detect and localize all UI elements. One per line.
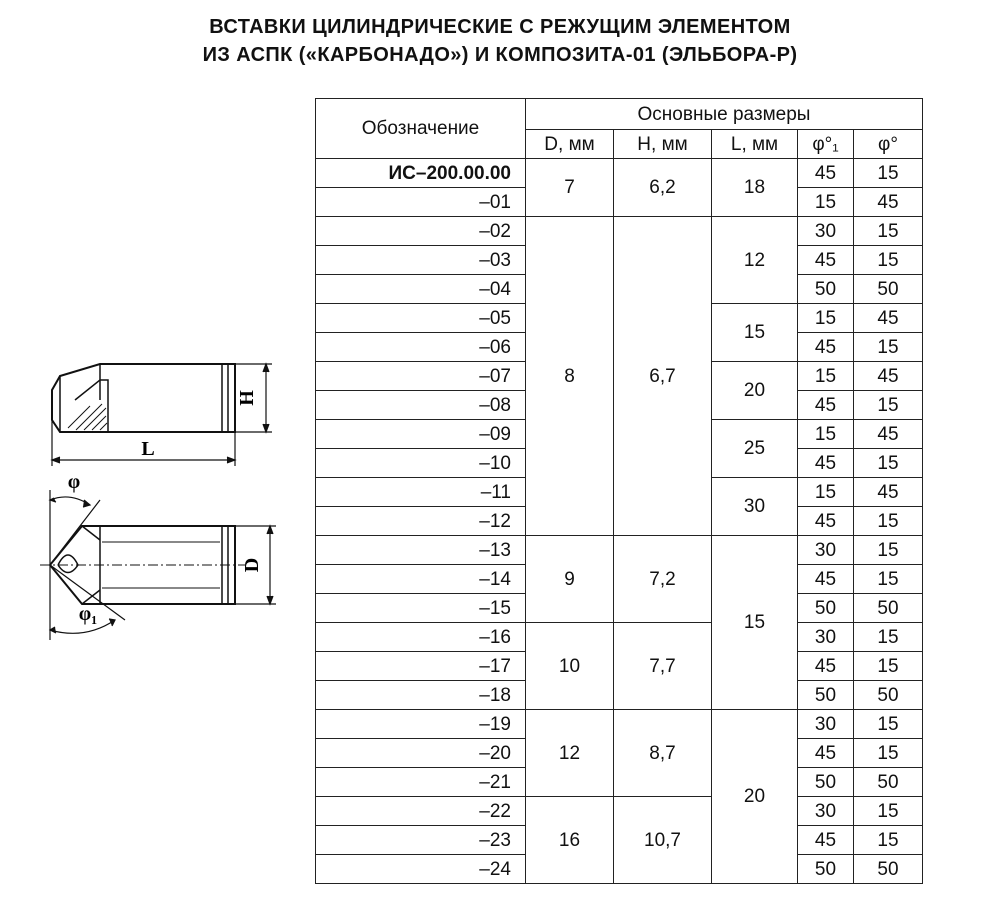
phi1-cell: 50 <box>798 594 854 623</box>
L-value-cell: 12 <box>712 217 798 304</box>
D-value-cell: 10 <box>526 623 614 710</box>
L-value-cell: 15 <box>712 304 798 362</box>
designation-cell: –17 <box>316 652 526 681</box>
table-row <box>316 159 923 188</box>
label-phi1: φ₁ <box>78 603 98 625</box>
phi1-cell: 30 <box>798 710 854 739</box>
designation-cell: –04 <box>316 275 526 304</box>
table-row <box>316 710 923 739</box>
phi1-cell: 45 <box>798 159 854 188</box>
H-value-cell: 7,7 <box>614 623 712 710</box>
phi1-cell: 45 <box>798 565 854 594</box>
designation-cell: –24 <box>316 855 526 884</box>
phi1-cell: 50 <box>798 855 854 884</box>
phi1-cell: 15 <box>798 362 854 391</box>
table-row <box>316 797 923 826</box>
phi1-cell: 30 <box>798 536 854 565</box>
phi-cell: 45 <box>854 478 923 507</box>
designation-cell: –19 <box>316 710 526 739</box>
designation-cell: –14 <box>316 565 526 594</box>
D-value-cell: 9 <box>526 536 614 623</box>
designation-cell: –18 <box>316 681 526 710</box>
phi-cell: 45 <box>854 420 923 449</box>
phi-cell: 45 <box>854 362 923 391</box>
phi1-cell: 50 <box>798 681 854 710</box>
header-designation: Обозначение <box>316 99 526 159</box>
phi1-cell: 45 <box>798 652 854 681</box>
header-D: D, мм <box>526 130 614 159</box>
label-H: H <box>236 390 258 406</box>
H-value-cell: 8,7 <box>614 710 712 797</box>
phi-cell: 15 <box>854 797 923 826</box>
phi-cell: 15 <box>854 333 923 362</box>
table-row <box>316 623 923 652</box>
designation-cell: –11 <box>316 478 526 507</box>
document-title-line-2: ИЗ АСПК («КАРБОНАДО») И КОМПОЗИТА-01 (ЭЛЬБОРА-Р) <box>202 44 798 66</box>
D-value-cell: 12 <box>526 710 614 797</box>
H-value-cell: 6,7 <box>614 217 712 536</box>
designation-cell: ИС–200.00.00 <box>316 159 526 188</box>
phi-cell: 50 <box>854 768 923 797</box>
designation-cell: –15 <box>316 594 526 623</box>
insert-drawing <box>30 340 290 660</box>
phi1-cell: 50 <box>798 768 854 797</box>
D-value-cell: 8 <box>526 217 614 536</box>
designation-cell: –13 <box>316 536 526 565</box>
H-value-cell: 10,7 <box>614 797 712 884</box>
header-H: H, мм <box>614 130 712 159</box>
phi1-cell: 50 <box>798 275 854 304</box>
designation-cell: –01 <box>316 188 526 217</box>
phi-cell: 50 <box>854 681 923 710</box>
phi1-cell: 30 <box>798 623 854 652</box>
phi1-cell: 30 <box>798 797 854 826</box>
header-phi: φ° <box>854 130 923 159</box>
designation-cell: –02 <box>316 217 526 246</box>
dimensions-table <box>315 98 923 884</box>
phi-cell: 45 <box>854 304 923 333</box>
designation-cell: –06 <box>316 333 526 362</box>
L-value-cell: 30 <box>712 478 798 536</box>
designation-cell: –08 <box>316 391 526 420</box>
designation-cell: –10 <box>316 449 526 478</box>
phi-cell: 15 <box>854 449 923 478</box>
H-value-cell: 7,2 <box>614 536 712 623</box>
cutting-element-hatch <box>68 404 107 430</box>
header-phi1: φ°₁ <box>798 130 854 159</box>
D-value-cell: 16 <box>526 797 614 884</box>
designation-cell: –12 <box>316 507 526 536</box>
phi1-cell: 45 <box>798 246 854 275</box>
designation-cell: –03 <box>316 246 526 275</box>
phi-cell: 15 <box>854 710 923 739</box>
L-value-cell: 20 <box>712 362 798 420</box>
designation-cell: –05 <box>316 304 526 333</box>
phi1-cell: 45 <box>798 333 854 362</box>
label-D: D <box>241 557 263 573</box>
label-phi: φ <box>67 471 81 493</box>
table-body <box>316 159 923 884</box>
phi1-cell: 45 <box>798 391 854 420</box>
phi-cell: 15 <box>854 246 923 275</box>
phi-cell: 50 <box>854 275 923 304</box>
phi1-cell: 30 <box>798 217 854 246</box>
designation-cell: –16 <box>316 623 526 652</box>
phi-cell: 45 <box>854 188 923 217</box>
side-view <box>52 364 235 432</box>
designation-cell: –22 <box>316 797 526 826</box>
L-value-cell: 20 <box>712 710 798 884</box>
phi-cell: 50 <box>854 855 923 884</box>
phi1-cell: 15 <box>798 304 854 333</box>
header-L: L, мм <box>712 130 798 159</box>
phi1-cell: 15 <box>798 478 854 507</box>
document-title-line-1: ВСТАВКИ ЦИЛИНДРИЧЕСКИЕ С РЕЖУЩИМ ЭЛЕМЕНТОМ <box>209 16 791 38</box>
phi-cell: 15 <box>854 739 923 768</box>
D-value-cell: 7 <box>526 159 614 217</box>
L-value-cell: 18 <box>712 159 798 217</box>
phi1-cell: 45 <box>798 449 854 478</box>
phi-cell: 15 <box>854 391 923 420</box>
phi-cell: 15 <box>854 826 923 855</box>
phi-cell: 15 <box>854 565 923 594</box>
phi1-cell: 15 <box>798 420 854 449</box>
L-value-cell: 15 <box>712 536 798 710</box>
phi-cell: 15 <box>854 536 923 565</box>
phi-cell: 15 <box>854 623 923 652</box>
phi-cell: 50 <box>854 594 923 623</box>
phi1-cell: 15 <box>798 188 854 217</box>
L-value-cell: 25 <box>712 420 798 478</box>
thread-lines <box>40 542 245 588</box>
H-value-cell: 6,2 <box>614 159 712 217</box>
angle-phi <box>50 490 100 565</box>
phi1-cell: 45 <box>798 739 854 768</box>
designation-cell: –20 <box>316 739 526 768</box>
table-row <box>316 217 923 246</box>
designation-cell: –09 <box>316 420 526 449</box>
table-row <box>316 536 923 565</box>
designation-cell: –07 <box>316 362 526 391</box>
header-main-dimensions: Основные размеры <box>526 99 923 130</box>
phi-cell: 15 <box>854 652 923 681</box>
designation-cell: –23 <box>316 826 526 855</box>
phi1-cell: 45 <box>798 507 854 536</box>
label-L: L <box>141 438 155 460</box>
phi-cell: 15 <box>854 507 923 536</box>
phi1-cell: 45 <box>798 826 854 855</box>
designation-cell: –21 <box>316 768 526 797</box>
phi-cell: 15 <box>854 159 923 188</box>
phi-cell: 15 <box>854 217 923 246</box>
